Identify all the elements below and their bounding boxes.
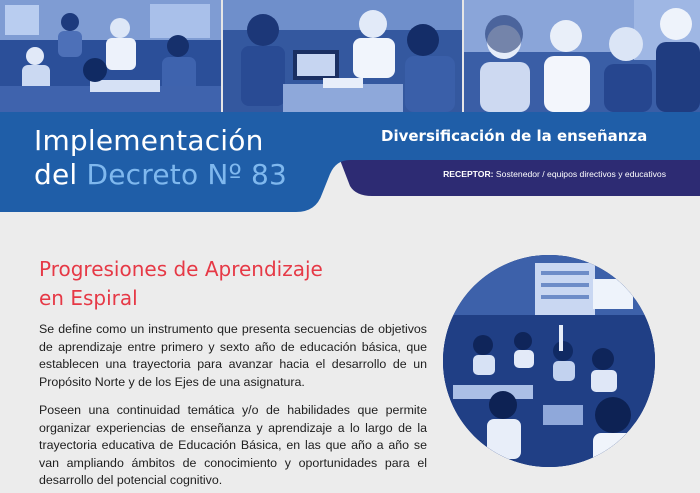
title-line-2: [34, 158, 287, 192]
title-prefix: del: [34, 158, 87, 191]
page-title: [34, 124, 287, 192]
title-line-1: Implementación: [34, 124, 264, 157]
photo-strip: [0, 0, 700, 112]
paragraph-definition: Se define como un instrumento que presenta secuencias de objetivos de aprendizaje entre primero y sexto año de educación básica, que establecen una trayectoria para avanzar hacia el desarrollo de un Propósito Norte y de los Ejes de una asignatura.: [39, 322, 427, 389]
classroom-photo-1: [0, 0, 223, 112]
receptor-line: [443, 169, 666, 179]
section-title-line-2: en Espiral: [39, 286, 138, 310]
receptor-value: Sostenedor / equipos directivos y educativos: [493, 169, 666, 179]
section-title-line-1: Progresiones de Aprendizaje: [39, 257, 323, 281]
title-highlight: Decreto Nº 83: [86, 158, 288, 191]
paragraph-continuity: Poseen una continuidad temática y/o de habilidades que permite organizar experiencias de enseñanza y aprendizaje a lo largo de la trayectoria educativa de Educación Básica, en las que año a año se van ampliando ámbitos de conocimiento y oportunidades para el desarrollo del potencial cognitivo.: [39, 403, 427, 487]
classroom-photo-2: [223, 0, 464, 112]
receptor-label: RECEPTOR:: [443, 169, 494, 179]
classroom-photo-3: [464, 0, 700, 112]
header-subtitle: Diversificación de la enseñanza: [381, 127, 648, 145]
classroom-circle-photo: [443, 255, 655, 467]
section-title: [39, 255, 323, 313]
